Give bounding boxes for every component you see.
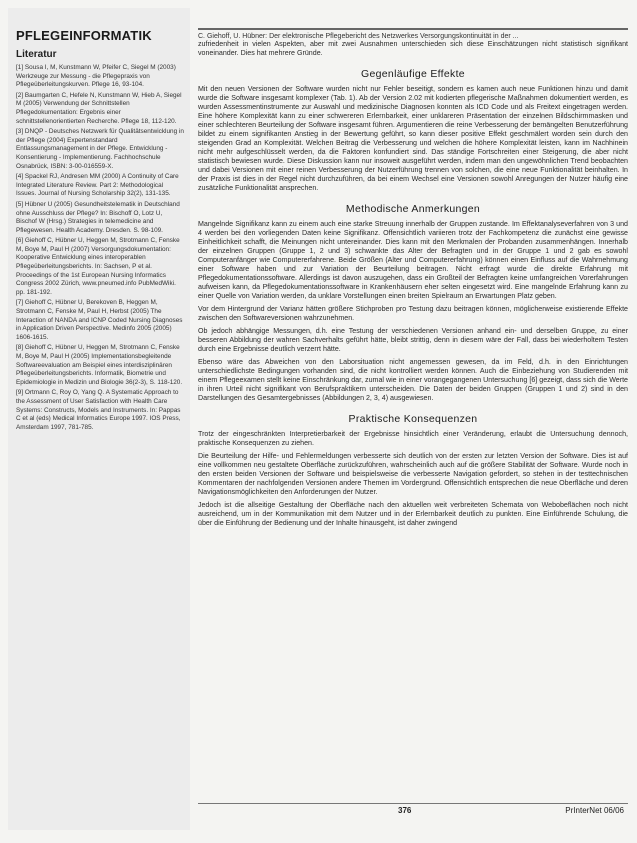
- running-title: C. Giehoff, U. Hübner: Der elektronische Pflegebericht des Netzwerkes Versorgungskontinuität in der ...: [198, 28, 628, 40]
- paragraph: Mangelnde Signifikanz kann zu einem auch eine starke Streuung innerhalb der Gruppen zustande. Im Effektanalyseverfahren von 3 und 4 werden bei den vorliegenden Daten keine Signifikanz. Offensichtlich variieren trotz der Fachkompetenz die zunächst eine gewisse Einheitlichkeit schafft, die Meinungen nicht untereinander. Dies kann mit den Merkmalen der Probanden zusammenhängen. Innerhalb der einzelnen Gruppen (Gruppe 1, 2 und 3) schwankte das Alter der Befragten und in der Gruppe 1 und 2 gab es sowohl Computeranfänger wie Computererfahrene. Beide Größen (Alter und Computererfahrung) können einen Einfluss auf die Wahrnehmung einer Software haben und zur Variation der Beurteilung beitragen. Nicht erfragt wurde die direkte Erfahrung mit Pflegedokumentationssoftware. Allerdings ist davon auszugehen, dass ein Großteil der Befragten keine umfangreichen Vorerfahrungen aufweisen kann, da Pflegedokumentationssoftware in Krankenhäusern eher selten eingesetzt wird. Eine mangelnde Erfahrung kann zu einer Quelle von Variation werden, da unklare Vorstellungen einen breiten Spielraum an Erwartungen Platz geben.: [198, 220, 628, 300]
- sidebar: [8, 8, 190, 830]
- paragraph: Trotz der eingeschränkten Interpretierbarkeit der Ergebnisse hinsichtlich einer Veränderung, erlaubt die Untersuchung dennoch, praktische Konsequenzen zu ziehen.: [198, 430, 628, 447]
- reference-item: [1] Sousa I, M, Kunstmann W, Pfeifer C, Siegel M (2003) Werkzeuge zur Messung - die Pflegepraxis von Pflegeüberleitungskurven. Pflege 16, 93-104.: [16, 64, 176, 89]
- reference-item: [7] Giehoff C, Hübner U, Berekoven B, Heggen M, Strotmann C, Fenske M, Paul H, Herbst (2005) The Interaction of NANDA and ICNP Coded Nursing Diagnoses in Application Driven Perspective. Medinfo 2005 (2005) 1606-1615.: [16, 299, 183, 341]
- page-number: 376: [398, 806, 412, 815]
- section-heading-praktische-konsequenzen: Praktische Konsequenzen: [348, 413, 478, 425]
- reference-item: [2] Baumgarten C, Hefele N, Kunstmann W, Hieb A, Siegel M (2005) Verwendung der Schnittstellen Pflegedokumentation: Ergebnis einer schnittstellenorientierten Recherche. Pflege 18, 112-120.: [16, 91, 182, 125]
- reference-item: [5] Hübner U (2005) Gesundheitstelematik in Deutschland ohne Ausschluss der Pflege? In: Bischoff O, Lotz U, Bischof W (Hrsg.) Strategies in telemedicine and Pflegewesen. Health Academy. Dresden. S. 98-109.: [16, 200, 180, 234]
- reference-item: [8] Giehoff C, Hübner U, Heggen M, Strotmann C, Fenske M, Boye M, Paul H (2005) Implementationsbegleitende Softwareevaluation am Beispiel eines interdisziplinären Pflegeüberleitungsberichts. Informatik, Biometrie und Epidemiologie in Medizin und Biologie 36(2-3), S. 118-120.: [16, 344, 183, 386]
- section-brand: PFLEGEINFORMATIK: [16, 28, 152, 43]
- section-heading-methodische-anmerkungen: Methodische Anmerkungen: [345, 203, 481, 215]
- journal-name: PrInterNet 06/06: [565, 806, 624, 815]
- paragraph: Vor dem Hintergrund der Varianz hätten größere Stichproben pro Testung dazu beitragen können, möglicherweise existierende Effekte zwischen den Softwareversionen wahrzunehmen.: [198, 305, 628, 322]
- section-heading-gegenlaeufige-effekte: Gegenläufige Effekte: [361, 68, 465, 80]
- paragraph: Ob jedoch abhängige Messungen, d.h. eine Testung der verschiedenen Versionen anhand ein- und derselben Gruppe, zu einer besseren Abbildung der wahren Sachverhalts geführt hätte, bleibt strittig, denn in diesem wäre der Fall, dass bei wiederholtem Testen durch eine Ergebnisse deutlich verzerrt hätte.: [198, 327, 628, 353]
- literature-heading: Literatur: [16, 49, 57, 60]
- reference-item: [3] DNQP - Deutsches Netzwerk für Qualitätsentwicklung in der Pflege (2004) Expertenstandard Entlassungsmanagement in der Pflege. Entwicklung - Konsentierung - Implementierung. Fachhochschule Osnabrück, ISBN: 3-00-016559-X.: [16, 128, 184, 170]
- reference-list: [16, 64, 184, 432]
- intro-paragraph: zufriedenheit in vielen Aspekten, aber mit zwei Ausnahmen unterschieden sich diese Einschätzungen nicht statistisch signifikant voneinander. Dies hat mehrere Gründe.: [198, 40, 628, 57]
- paragraph: Ebenso wäre das Abweichen von den Laborsituation nicht angemessen gewesen, da im Feld, d.h. in den Einrichtungen unterschiedlichste Bedingungen vorhanden sind, die nicht kontrolliert werden können. Auch die Einbeziehung von Studierenden mit einem Pflegeexamen stellt keine Einschränkung dar, zumal wie in einer vorangegangenen Untersuchung [6] gezeigt, dass sich die Werte in ihren Urteil nicht signifikant von Berufspraktikern unterscheiden. Die Daten der beiden Gruppen (Gruppen 1 und 2) sind in den Darstellungen des Gesamtergebnisses (Abbildungen 2, 3, 4) ausgewiesen.: [198, 358, 628, 402]
- paragraph: Jedoch ist die allseitige Gestaltung der Oberfläche nach den aktuellen weit verbreiteten Schemata von Webobeflächen noch nicht ausreichend, um in der Kommunikation mit dem Nutzer und in der Erlernbarkeit deutlich zu punkten. Eine Einführende Schulung, die über die Einführung der Bedienung und der Inhalte hinausgeht, ist daher zwingend: [198, 501, 628, 527]
- paragraph: Die Beurteilung der Hilfe- und Fehlermeldungen verbesserte sich deutlich von der ersten zur letzten Version der Software. Dies ist auf eine vollkommen neu gestaltete Oberfläche zurückzuführen, wahrscheinlich auch auf die größere Stabilität der Software. Wurde noch in den ersten beiden Versionen der Software und beispielsweise die verbesserte Navigation gefordert, so stehen in der testtechnischen Kommentaren der nachfolgenden Versionen andere Themen im Vordergrund. Offensichtlich entsprechen die neue Oberfläche und deren Navigationsmöglichkeiten den Anforderungen der Nutzer.: [198, 452, 628, 496]
- article-body: [198, 8, 628, 830]
- reference-item: [6] Giehoff C, Hübner U, Heggen M, Strotmann C, Fenske M, Boye M, Paul H (2007) Versorgungsdokumentation: Kooperative Entwicklung eines interoperablen Pflegeüberleitungsberichts. In: Sachsen, P et al. Proceedings of the 1st European Nursing Informatics Congress 2002 Zürich, www.pneumed.info PubMedWiki. pp. 181-192.: [16, 237, 180, 296]
- paragraph: Mit den neuen Versionen der Software wurden nicht nur Fehler beseitigt, sondern es kamen auch neue Funktionen hinzu und damit wurde die Software insgesamt komplexer (Tab. 1). Ab der Version 2.02 mit kodierten pflegerische Maßnahmen dokumentiert werden, es wurden Assessmentinstrumente zur Auswahl und medizinische Diagnosen konnten als ICD Code und als Freitext eingetragen werden. Eine höhere Komplexität kann zu einer schwereren Erlernbarkeit, einer unklareren Präsentation der einzelnen Bildschirmmasken und einer schlechteren Beurteilung der Software insgesamt führen. Argumentieren die reine Verbesserung der bemängelten Benutzerführung bildet zu einem signifikanten Anstieg in der Bewertung geführt, so kann dieser positive Effekt geschmälert worden sein durch den steigenden Grad an Komplexität. Welchen Beitrag die Verbesserung und welchen die höhere Komplexität leisten, kann im Nachhinein nicht mehr aufgeschlüsselt werden, da die Faktoren konfundiert sind. Das ständige Fortschreiten einer Steigerung, die aber nicht statistisch bewiesen wurde. Diese Diskussion kann nur insoweit ausgeführt werden, indem man den ungewöhnlichen Trend beobachten und dabei Versionen mit einer reinen Verbesserung der Nutzerführung trennen von solchen, die eine neue Funktionalität beinhalten. In der Praxis ist dies in der Regel nicht durchzuführen, da bei einem Wechsel eine Versionen sowohl Anregungen der Nutzer häufig eine zusätzliche Funktionalität ansprechen.: [198, 85, 628, 192]
- reference-item: [4] Spackel RJ, Andresen MM (2000) A Continuity of Care Integrated Literature Review. Part 2: Methodological Issues. Journal of Nursing Scholarship 32(2), 131-135.: [16, 173, 179, 198]
- page-footer: [198, 803, 628, 818]
- reference-item: [9] Ortmann C, Roy O, Yang Q. A Systematic Approach to the Assessment of User Satisfaction with Health Care Systems: Constructs, Models and Instruments. In: Pappas C et al (eds) Medical Informatics Europe 1997. IOS Press, Amsterdam 1997, 781-785.: [16, 389, 181, 431]
